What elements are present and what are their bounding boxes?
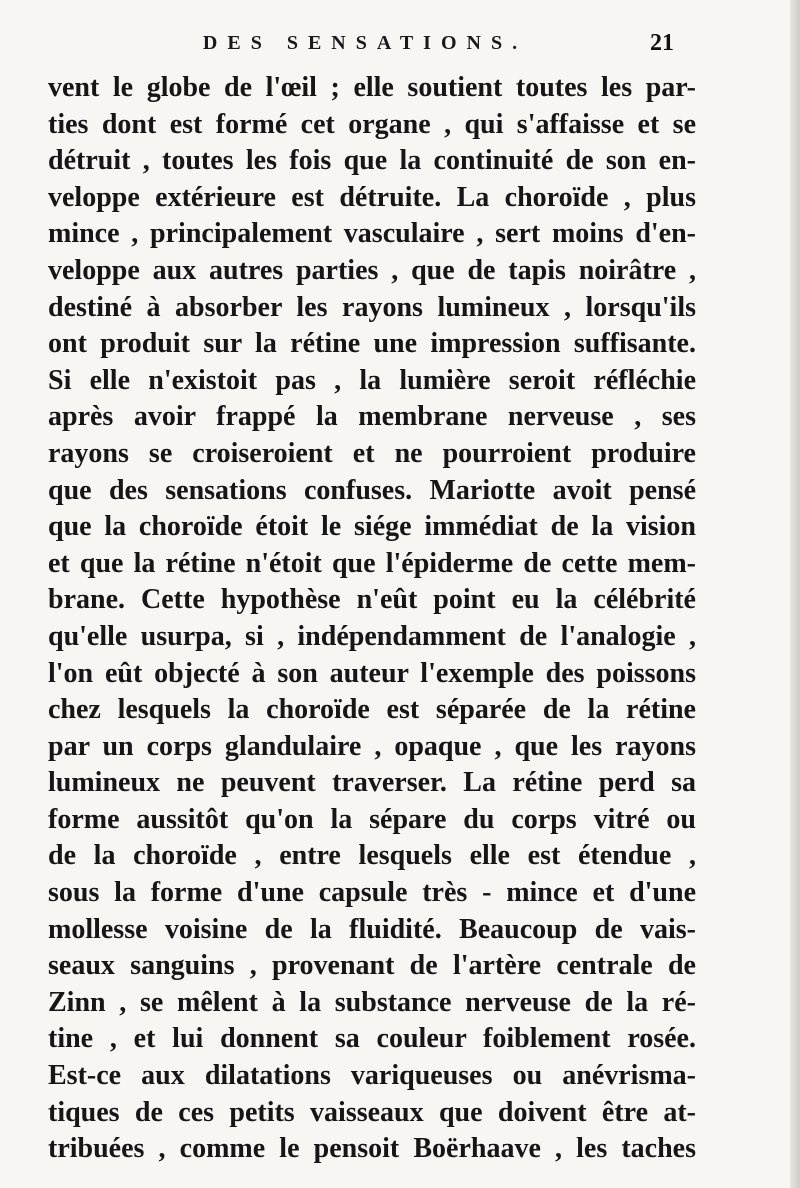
text-line: chez lesquels la choroïde est séparée de la rétine	[48, 694, 696, 726]
text-line: vent le globe de l'œil ; elle soutient toutes les par-	[48, 72, 696, 103]
text-line: tine , et lui donnent sa couleur foiblement rosée.	[48, 1023, 696, 1055]
text-line: veloppe extérieure est détruite. La choroïde , plus	[48, 181, 696, 213]
running-head: DES SENSATIONS.	[202, 32, 528, 54]
text-line: que des sensations confuses. Mariotte avoit pensé	[48, 474, 696, 506]
text-line: forme aussitôt qu'on la sépare du corps vitré ou	[48, 803, 696, 835]
text-line: mollesse voisine de la fluidité. Beaucoup de vais-	[48, 913, 696, 945]
text-line: de la choroïde , entre lesquels elle est étendue ,	[48, 840, 696, 872]
text-line: Est-ce aux dilatations variqueuses ou anévrisma-	[48, 1060, 696, 1092]
text-line: tribuées , comme le pensoit Boërhaave , les taches	[48, 1133, 696, 1165]
text-line: après avoir frappé la membrane nerveuse , ses	[48, 401, 696, 433]
text-line: lumineux ne peuvent traverser. La rétine perd sa	[48, 767, 696, 799]
text-line: sous la forme d'une capsule très - mince et d'une	[48, 877, 696, 909]
page-number: 21	[650, 30, 674, 56]
text-line: brane. Cette hypothèse n'eût point eu la célébrité	[48, 584, 696, 616]
text-line: et que la rétine n'étoit que l'épiderme de cette mem-	[48, 547, 696, 579]
text-line: détruit , toutes les fois que la continuité de son en-	[48, 145, 696, 177]
text-line: seaux sanguins , provenant de l'artère centrale de	[48, 950, 696, 982]
text-line: rayons se croiseroient et ne pourroient produire	[48, 437, 696, 469]
text-line: par un corps glandulaire , opaque , que les rayons	[48, 730, 696, 762]
text-line: ont produit sur la rétine une impression suffisante.	[48, 328, 696, 360]
text-line: l'on eût objecté à son auteur l'exemple des poissons	[48, 657, 696, 689]
body-text	[48, 70, 696, 1168]
text-line: tiques de ces petits vaisseaux que doivent être at-	[48, 1096, 696, 1128]
text-line: qu'elle usurpa, si , indépendamment de l'analogie ,	[48, 620, 696, 652]
text-line: que la choroïde étoit le siége immédiat de la vision	[48, 511, 696, 543]
text-line: destiné à absorber les rayons lumineux , lorsqu'ils	[48, 291, 696, 323]
text-line: ties dont est formé cet organe , qui s'affaisse et se	[48, 108, 696, 140]
text-line: veloppe aux autres parties , que de tapis noirâtre ,	[48, 254, 696, 286]
text-line: Zinn , se mêlent à la substance nerveuse de la ré-	[48, 986, 696, 1018]
text-line: Si elle n'existoit pas , la lumière seroit réfléchie	[48, 364, 696, 396]
page-edge	[790, 0, 800, 1188]
text-line: mince , principalement vasculaire , sert moins d'en-	[48, 218, 696, 250]
